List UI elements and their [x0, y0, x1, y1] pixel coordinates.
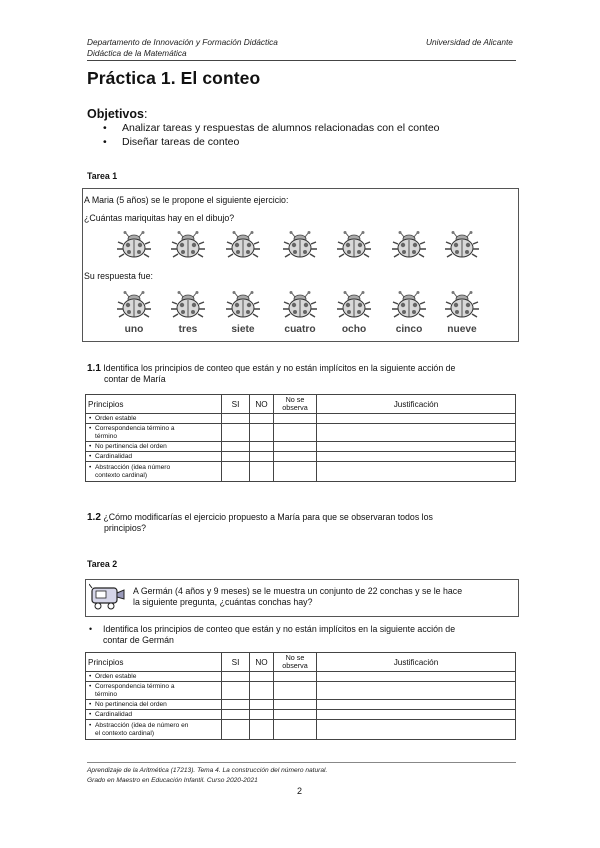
no-cell[interactable]: [250, 682, 274, 700]
col-not-observed-line2: observa: [282, 661, 308, 670]
task2-line2: la siguiente pregunta, ¿cuántas conchas hay?: [133, 597, 313, 607]
task2-bullet-line2: contar de Germán: [103, 635, 174, 645]
task1-question: ¿Cuántas mariquitas hay en el dibujo?: [84, 213, 235, 223]
no-cell[interactable]: [250, 700, 274, 710]
principle-line: Abstracción (idea de número en: [95, 722, 189, 729]
header-rule: [87, 60, 516, 61]
table-row: [86, 442, 516, 452]
no-cell[interactable]: [250, 424, 274, 442]
table-row: [86, 720, 516, 740]
task-illustration-icon: [89, 583, 127, 611]
principle-line: Abstracción (idea número: [95, 464, 171, 471]
task2-bullet-line1: Identifica los principios de conteo que están y no están implícitos en la siguiente acción de: [103, 624, 456, 634]
col-si: SI: [222, 395, 250, 414]
justification-cell[interactable]: [317, 414, 516, 424]
si-cell[interactable]: [222, 720, 250, 740]
table-row: [86, 452, 516, 462]
question-1-1-line1: Identifica los principios de conteo que están y no están implícitos en la siguiente acción de: [103, 363, 456, 373]
objective-item: • Analizar tareas y respuestas de alumnos relacionadas con el conteo: [100, 122, 440, 136]
count-word: cinco: [395, 324, 423, 335]
table-header-row: [86, 395, 516, 414]
question-1-2-line1: ¿Cómo modificarías el ejercicio propuesto a María para que se observaran todos los: [103, 512, 433, 522]
header-university: Universidad de Alicante: [426, 37, 513, 47]
ladybug-icon: [282, 231, 318, 259]
ladybug-icon: [391, 231, 427, 259]
principle-cell: • Orden estable: [86, 672, 222, 682]
no-cell[interactable]: [250, 710, 274, 720]
no-cell[interactable]: [250, 462, 274, 482]
justification-cell[interactable]: [317, 710, 516, 720]
task2-bullet: [89, 624, 455, 646]
col-not-observed-line2: observa: [282, 403, 308, 412]
ladybug-icon: [116, 291, 152, 319]
objectives-list: [100, 122, 440, 149]
justification-cell[interactable]: [317, 720, 516, 740]
principle-line: término: [95, 432, 117, 440]
principle-line: Correspondencia término a: [95, 683, 175, 690]
not-observed-cell[interactable]: [274, 462, 317, 482]
not-observed-cell[interactable]: [274, 452, 317, 462]
principle-cell: [86, 720, 222, 740]
page-title: Práctica 1. El conteo: [87, 68, 261, 88]
ladybug-icon: [391, 291, 427, 319]
col-not-observed: [274, 653, 317, 672]
question-1-2-line2: principios?: [104, 523, 147, 533]
header-area: Didáctica de la Matemática: [87, 48, 187, 58]
si-cell[interactable]: [222, 442, 250, 452]
principle-line: contexto cardinal): [95, 471, 148, 479]
not-observed-cell[interactable]: [274, 700, 317, 710]
col-si: SI: [222, 653, 250, 672]
table-row: [86, 672, 516, 682]
not-observed-cell[interactable]: [274, 682, 317, 700]
ladybug-icon: [336, 291, 372, 319]
header-department: Departamento de Innovación y Formación Didáctica: [87, 37, 278, 47]
principle-cell: [86, 462, 222, 482]
principle-line: término: [95, 690, 117, 698]
count-word: tres: [178, 324, 198, 335]
task2-line1: A Germán (4 años y 9 meses) se le muestra un conjunto de 22 conchas y se le hace: [133, 586, 463, 596]
task2-text: [133, 586, 462, 608]
table-row: [86, 710, 516, 720]
justification-cell[interactable]: [317, 442, 516, 452]
justification-cell[interactable]: [317, 700, 516, 710]
ladybug-icon: [170, 291, 206, 319]
principle-cell: • Cardinalidad: [86, 452, 222, 462]
principle-cell: • Cardinalidad: [86, 710, 222, 720]
ladybug-icon: [282, 291, 318, 319]
footer-rule: [87, 762, 516, 763]
count-word: ocho: [341, 324, 367, 335]
si-cell[interactable]: [222, 452, 250, 462]
principles-table-1: [85, 394, 516, 482]
ladybug-icon: [116, 231, 152, 259]
justification-cell[interactable]: [317, 682, 516, 700]
ladybug-icon: [170, 231, 206, 259]
table-row: [86, 700, 516, 710]
col-not-observed-line1: No se: [285, 395, 305, 404]
objectives-label: Objetivos: [87, 107, 144, 121]
si-cell[interactable]: [222, 700, 250, 710]
principle-line: el contexto cardinal): [95, 729, 155, 737]
question-1-1: [87, 363, 517, 385]
justification-cell[interactable]: [317, 452, 516, 462]
si-cell[interactable]: [222, 424, 250, 442]
no-cell[interactable]: [250, 452, 274, 462]
not-observed-cell[interactable]: [274, 672, 317, 682]
col-justification: Justificación: [317, 395, 516, 414]
no-cell[interactable]: [250, 442, 274, 452]
si-cell[interactable]: [222, 462, 250, 482]
question-1-1-line2: contar de María: [104, 374, 166, 384]
principle-cell: [86, 682, 222, 700]
principle-cell: • Orden estable: [86, 414, 222, 424]
question-1-2: [87, 512, 517, 534]
table-header-row: [86, 653, 516, 672]
not-observed-cell[interactable]: [274, 414, 317, 424]
table-row: [86, 462, 516, 482]
not-observed-cell[interactable]: [274, 720, 317, 740]
principle-line: Correspondencia término a: [95, 425, 175, 432]
question-1-1-number: 1.1: [87, 363, 101, 374]
count-word: cuatro: [284, 324, 316, 335]
principles-table-2: [85, 652, 516, 740]
table-row: [86, 414, 516, 424]
col-not-observed-line1: No se: [285, 653, 305, 662]
page-number: 2: [297, 786, 303, 796]
justification-cell[interactable]: [317, 462, 516, 482]
task2-heading: Tarea 2: [87, 559, 118, 569]
not-observed-cell[interactable]: [274, 710, 317, 720]
question-1-2-number: 1.2: [87, 512, 101, 523]
no-cell[interactable]: [250, 672, 274, 682]
task1-heading: Tarea 1: [87, 171, 118, 181]
col-principles: Principios: [86, 395, 222, 414]
bullet-icon: •: [89, 624, 93, 634]
table-row: [86, 682, 516, 700]
ladybug-icon: [444, 231, 480, 259]
justification-cell[interactable]: [317, 672, 516, 682]
objectives-colon: :: [143, 107, 148, 121]
si-cell[interactable]: [222, 414, 250, 424]
count-word: uno: [124, 324, 144, 335]
ladybug-icon: [225, 231, 261, 259]
col-justification: Justificación: [317, 653, 516, 672]
footer-course: Aprendizaje de la Aritmética (17213). Tema 4. La construcción del número natural.: [87, 767, 328, 774]
si-cell[interactable]: [222, 710, 250, 720]
no-cell[interactable]: [250, 720, 274, 740]
not-observed-cell[interactable]: [274, 442, 317, 452]
col-no: NO: [250, 653, 274, 672]
objective-item: • Diseñar tareas de conteo: [100, 136, 440, 150]
task1-intro: A Maria (5 años) se le propone el siguiente ejercicio:: [84, 195, 289, 205]
si-cell[interactable]: [222, 672, 250, 682]
justification-cell[interactable]: [317, 424, 516, 442]
footer-degree: Grado en Maestro en Educación Infantil. Curso 2020-2021: [87, 777, 258, 784]
principle-cell: [86, 424, 222, 442]
col-no: NO: [250, 395, 274, 414]
col-principles: Principios: [86, 653, 222, 672]
table-row: [86, 424, 516, 442]
principle-cell: • No pertinencia del orden: [86, 442, 222, 452]
ladybug-icon: [225, 291, 261, 319]
ladybug-icon: [336, 231, 372, 259]
principle-cell: • No pertinencia del orden: [86, 700, 222, 710]
no-cell[interactable]: [250, 414, 274, 424]
count-word: nueve: [447, 324, 477, 335]
objectives-heading: [87, 107, 147, 121]
si-cell[interactable]: [222, 682, 250, 700]
not-observed-cell[interactable]: [274, 424, 317, 442]
col-not-observed: [274, 395, 317, 414]
count-word: siete: [231, 324, 255, 335]
task1-answer-label: Su respuesta fue:: [84, 271, 153, 281]
ladybug-icon: [444, 291, 480, 319]
